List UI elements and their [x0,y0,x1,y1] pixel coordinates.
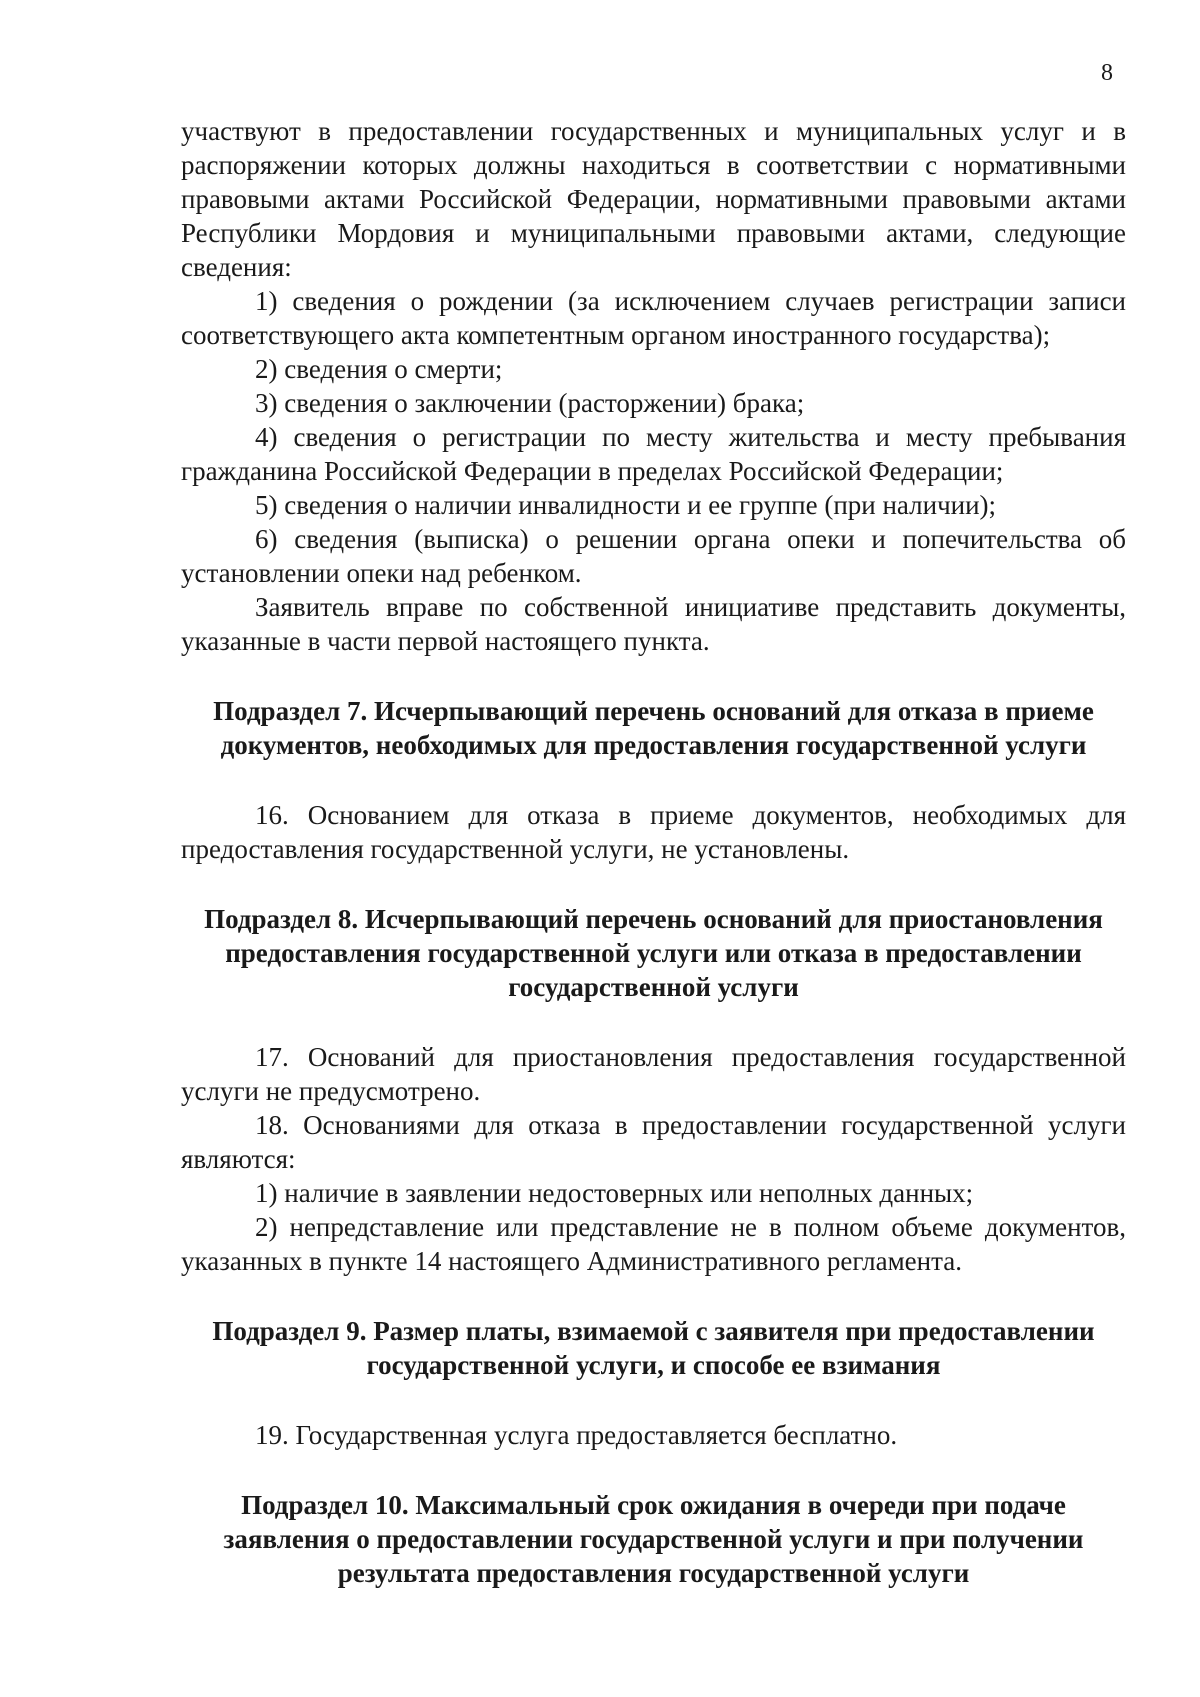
paragraph: 18. Основаниями для отказа в предоставлении государственной услуги являются: [181,1110,1126,1174]
paragraph: Заявитель вправе по собственной инициативе представить документы, указанные в части первой настоящего пункта. [181,592,1126,656]
paragraph: 19. Государственная услуга предоставляется бесплатно. [255,1420,898,1450]
section-heading-10: Подраздел 10. Максимальный срок ожидания в очереди при подаче заявления о предоставлении государственной услуги и при получении результата предоставления государственной услуги [223,1490,1084,1588]
list-item: 5) сведения о наличии инвалидности и ее группе (при наличии); [255,490,997,520]
paragraph: участвуют в предоставлении государственных и муниципальных услуг и в распоряжении которых должны находиться в соответствии с нормативными правовыми актами Российской Федерации, нормативными правовыми актами Республики Мордовия и муниципальными правовыми актами, следующие сведения: [181,116,1126,282]
paragraph: 16. Основанием для отказа в приеме документов, необходимых для предоставления государственной услуги, не установлены. [181,800,1126,864]
list-item: 2) сведения о смерти; [255,354,503,384]
list-item: 3) сведения о заключении (расторжении) брака; [255,388,805,418]
list-item: 6) сведения (выписка) о решении органа опеки и попечительства об установлении опеки над ребенком. [181,524,1126,588]
section-heading-7: Подраздел 7. Исчерпывающий перечень оснований для отказа в приеме документов, необходимых для предоставления государственной услуги [213,696,1094,760]
list-item: 1) сведения о рождении (за исключением случаев регистрации записи соответствующего акта компетентным органом иностранного государства); [181,286,1126,350]
document-body [181,114,1126,1590]
paragraph: 17. Оснований для приостановления предоставления государственной услуги не предусмотрено. [181,1042,1126,1106]
list-item: 1) наличие в заявлении недостоверных или неполных данных; [255,1178,974,1208]
section-heading-9: Подраздел 9. Размер платы, взимаемой с заявителя при предоставлении государственной услуги, и способе ее взимания [212,1316,1095,1380]
list-item: 2) непредставление или представление не в полном объеме документов, указанных в пункте 14 настоящего Административного регламента. [181,1212,1126,1276]
page-number: 8 [1101,60,1113,86]
section-heading-8: Подраздел 8. Исчерпывающий перечень оснований для приостановления предоставления государственной услуги или отказа в предоставлении государственной услуги [204,904,1103,1002]
list-item: 4) сведения о регистрации по месту жительства и месту пребывания гражданина Российской Федерации в пределах Российской Федерации; [181,422,1126,486]
